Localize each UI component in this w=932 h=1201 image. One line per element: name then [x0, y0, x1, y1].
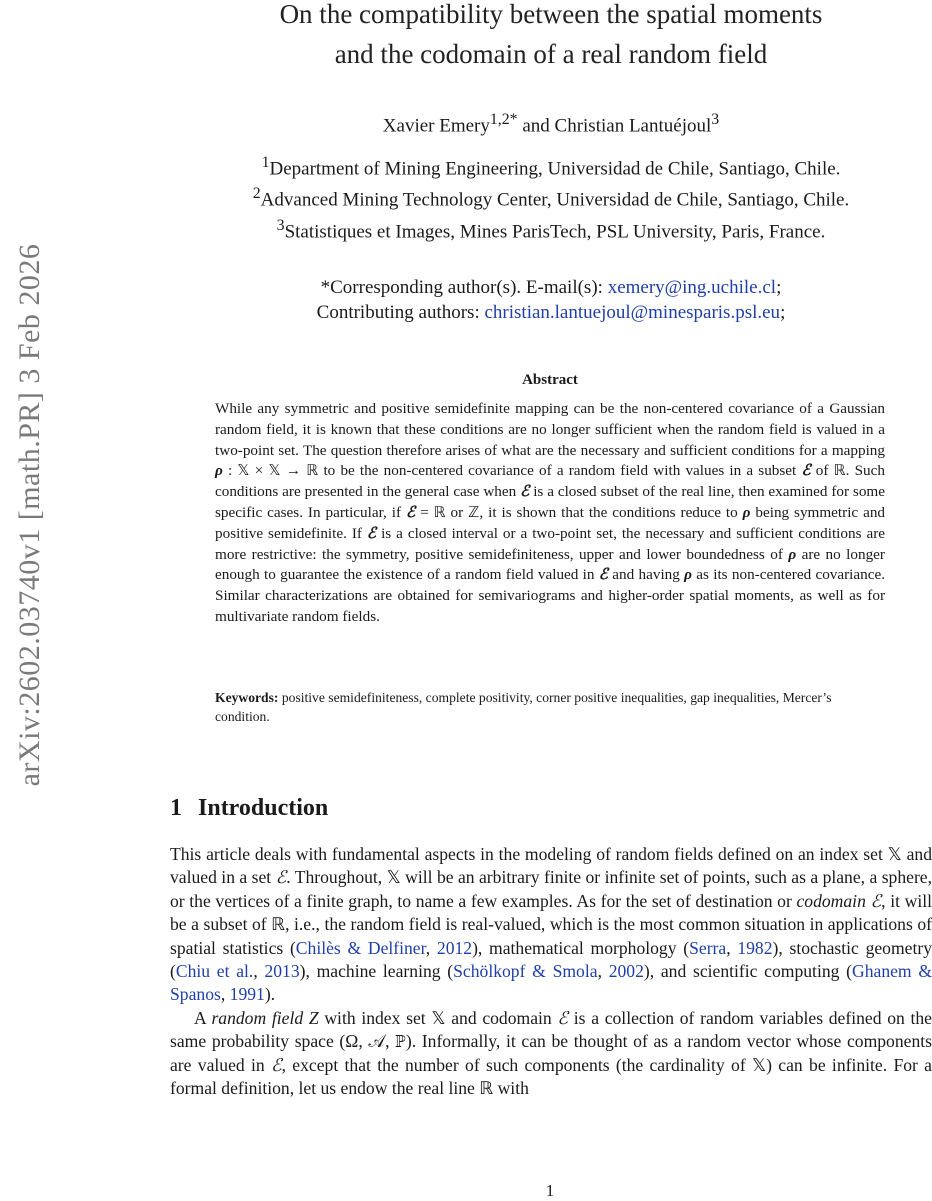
- arxiv-sidebar: [0, 0, 60, 880]
- abstract-text: as its non-centered covariance. Similar characterizations are obtained for semivariograms and higher-order spatial moments, as well as for multivariate random fields.: [215, 566, 886, 625]
- affiliation-text: Department of Mining Engineering, Universidad de Chile, Santiago, Chile.: [269, 158, 841, 180]
- paragraph-text: ), machine learning (: [299, 961, 454, 982]
- page-number: 1: [545, 1181, 555, 1200]
- citation-link[interactable]: Chiu et al.: [175, 961, 254, 982]
- affiliation-sup: 1: [261, 154, 270, 171]
- paragraph: This article deals with fundamental aspects in the modeling of random fields defined on an index set 𝕏 and valued in a set ℰ. Throughout, 𝕏 will be an arbitrary finite or infinite set of points, such as a plane, a sphere, or the vertices of a finite graph, to name a few examples. As for the set of destination or codomain ℰ, it will be a subset of ℝ, i.e., the random field is real-valued, which is the most common situation in applications of spatial statistics (Chilès & Delfiner, 2012), mathematical morphology (Serra, 1982), stochastic geometry (Chiu et al., 2013), machine learning (Schölkopf & Smola, 2002), and scientific computing (Ghanem & Spanos, 1991).: [170, 844, 932, 1005]
- keywords: [215, 688, 885, 726]
- citation-year-link[interactable]: 1982: [737, 937, 773, 958]
- introduction-body: [170, 843, 932, 1100]
- citation-year-link[interactable]: 1991: [229, 984, 265, 1005]
- arxiv-identifier: arXiv:2602.03740v1 [math.PR] 3 Feb 2026: [13, 243, 46, 787]
- affiliation: [170, 150, 932, 181]
- abstract-text: being symmetric and positive semidefinite. If: [215, 503, 886, 542]
- paragraph: [170, 1007, 932, 1101]
- correspondence: [170, 275, 932, 325]
- keywords-label: Keywords:: [215, 690, 279, 705]
- paragraph-text: ).: [264, 984, 276, 1005]
- section-title: Introduction: [198, 795, 329, 821]
- section-heading: [170, 795, 328, 822]
- title-line-1: On the compatibility between the spatial moments: [279, 0, 823, 29]
- citation-link[interactable]: Serra: [689, 937, 727, 958]
- email-link-contributing[interactable]: christian.lantuejoul@minesparis.psl.eu: [484, 302, 781, 323]
- rho-symbol: ρ: [742, 503, 751, 521]
- codomain-symbol: ℰ: [366, 524, 377, 542]
- contributing-label: Contributing authors:: [316, 302, 480, 323]
- codomain-symbol: ℰ: [557, 1007, 569, 1028]
- rho-symbol: ρ: [684, 566, 692, 584]
- email-link-corresponding[interactable]: xemery@ing.uchile.cl: [607, 277, 777, 298]
- separator: ;: [780, 302, 786, 323]
- author-name-1: Xavier Emery: [382, 115, 490, 137]
- affiliation: [170, 181, 932, 212]
- paragraph-text: ), stochastic geometry (: [170, 937, 932, 982]
- abstract-heading: Abstract: [522, 372, 578, 388]
- contributing-line: [170, 300, 932, 325]
- abstract-body: [215, 399, 885, 628]
- affiliation: [170, 213, 932, 244]
- emphasis: random field: [211, 1007, 304, 1028]
- codomain-symbol: ℰ: [870, 890, 882, 911]
- abstract-text: is a closed interval or a two-point set, the necessary and sufficient conditions are more restrictive: the symmetry, positive semidefiniteness, upper and lower boundedness of: [215, 524, 885, 563]
- author-name-2: Christian Lantuéjoul: [554, 115, 712, 137]
- citation-link[interactable]: Schölkopf & Smola: [453, 961, 598, 982]
- citation-link[interactable]: Ghanem & Spanos: [170, 961, 932, 1005]
- codomain-symbol: ℰ: [520, 483, 530, 501]
- codomain-symbol: ℰ: [405, 503, 416, 521]
- affiliation-text: Advanced Mining Technology Center, Universidad de Chile, Santiago, Chile.: [260, 189, 850, 211]
- abstract-text: are no longer enough to guarantee the existence of a random field valued in: [215, 545, 885, 584]
- paragraph-text: , it will be a subset of ℝ, i.e., the random field is real-valued, which is the most common situation in applications of spatial statistics (: [170, 890, 932, 958]
- abstract-text: to be the non-centered covariance of a random field with values in a subset: [318, 462, 802, 480]
- citation-year-link[interactable]: 2013: [264, 961, 300, 982]
- rho-symbol: ρ: [215, 462, 223, 480]
- paragraph-text: , except that the number of such components (the cardinality of 𝕏) can be infinite. For a formal definition, let us endow the real line ℝ with: [170, 1054, 932, 1099]
- paragraph-text: ), mathematical morphology (: [472, 937, 690, 958]
- citation-year-link[interactable]: 2002: [608, 961, 644, 982]
- affiliation-sup: 3: [276, 216, 285, 234]
- affiliation-sup: 2: [252, 185, 261, 203]
- affiliations: [170, 150, 932, 244]
- title-line-2: and the codomain of a real random field: [334, 39, 768, 69]
- paper-title: [170, 0, 932, 74]
- corresponding-line: [170, 275, 932, 300]
- abstract-text: is a closed subset of the real line, then examined for some specific cases. In particular, if: [215, 483, 885, 521]
- codomain-symbol: ℰ: [270, 1054, 282, 1075]
- corresponding-label: *Corresponding author(s). E-mail(s):: [320, 277, 603, 298]
- author-and: and: [522, 115, 550, 137]
- emphasis: codomain: [796, 890, 866, 911]
- abstract-text: = ℝ or ℤ, it is shown that the conditions reduce to: [415, 503, 743, 521]
- keywords-text: positive semidefiniteness, complete positivity, corner positive inequalities, gap inequalities, Mercer’s condition.: [215, 690, 832, 724]
- codomain-symbol: ℰ: [801, 462, 811, 480]
- paragraph-text: . Throughout, 𝕏 will be an arbitrary finite or infinite set of points, such as a plane, a sphere, or the vertices of a finite graph, to name a few examples. As for the set of destination or: [170, 867, 932, 911]
- affiliation-text: Statistiques et Images, Mines ParisTech, PSL University, Paris, France.: [284, 220, 826, 242]
- paragraph-text: A: [194, 1007, 212, 1028]
- paragraph-text: is a collection of random variables defined on the same probability space (Ω, 𝒜, ℙ). Informally, it can be thought of as a random vector whose components are valued in: [170, 1007, 932, 1075]
- abstract-text: and having: [608, 566, 685, 584]
- paragraph-text: This article deals with fundamental aspects in the modeling of random fields defined on an index set 𝕏 and valued in a set: [170, 844, 932, 888]
- codomain-symbol: ℰ: [598, 566, 608, 584]
- variable-symbol: Z: [308, 1007, 319, 1028]
- section-number: 1: [170, 795, 182, 821]
- separator: ;: [776, 277, 782, 298]
- author-sup-2: 3: [711, 111, 720, 128]
- rho-symbol: ρ: [788, 545, 797, 563]
- author-list: [170, 111, 932, 137]
- paragraph-text: ), and scientific computing (: [643, 961, 853, 982]
- codomain-symbol: ℰ: [275, 867, 287, 888]
- citation-year-link[interactable]: 2012: [436, 937, 473, 958]
- abstract-text: of ℝ. Such conditions are presented in the general case when: [215, 462, 885, 501]
- paragraph-text: with index set 𝕏 and codomain: [318, 1007, 558, 1028]
- author-sup-1: 1,2*: [489, 111, 518, 128]
- abstract-text: While any symmetric and positive semidefinite mapping can be the non-centered covariance of a Gaussian random field, it is known that these conditions are no longer sufficient when the random field is valued in a two-point set. The question therefore arises of what are the necessary and sufficient conditions for a mapping: [215, 400, 885, 459]
- abstract-text: : 𝕏 × 𝕏 → ℝ: [222, 462, 319, 480]
- citation-link[interactable]: Chilès & Delfiner: [295, 937, 426, 958]
